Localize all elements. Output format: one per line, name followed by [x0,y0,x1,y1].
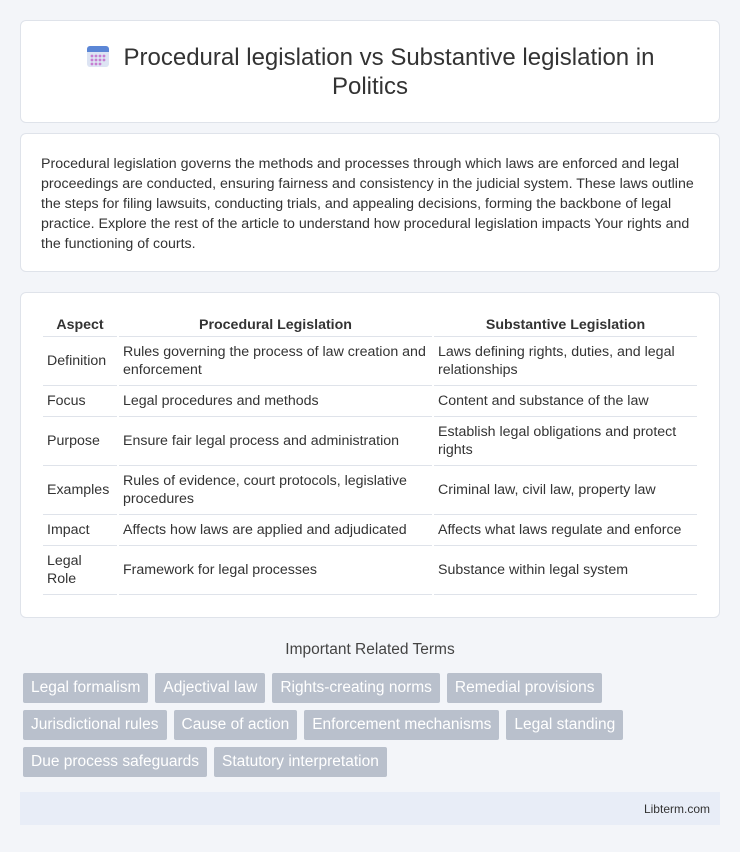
related-term-tag[interactable]: Jurisdictional rules [23,710,167,740]
related-term-tag[interactable]: Cause of action [174,710,298,740]
related-terms-list [0,673,740,784]
table-header-row [43,313,697,337]
table-cell-procedural: Legal procedures and methods [119,386,432,417]
table-cell-aspect: Impact [43,515,117,546]
table-row [43,546,697,595]
table-cell-substantive: Substance within legal system [434,546,697,595]
footer-site-link[interactable]: Libterm.com [643,801,710,816]
table-cell-procedural: Framework for legal processes [119,546,432,595]
related-term-tag[interactable]: Enforcement mechanisms [304,710,499,740]
table-cell-aspect: Legal Role [43,546,117,595]
page-title [61,43,679,101]
intro-card [20,133,720,272]
table-row [43,466,697,515]
table-cell-substantive: Content and substance of the law [434,386,697,417]
comparison-table [41,313,699,595]
related-term-tag[interactable]: Statutory interpretation [214,747,387,777]
table-cell-substantive: Criminal law, civil law, property law [434,466,697,515]
table-cell-procedural: Rules of evidence, court protocols, legislative procedures [119,466,432,515]
table-row [43,417,697,466]
table-row [43,337,697,386]
footer [20,792,720,825]
table-cell-substantive: Affects what laws regulate and enforce [434,515,697,546]
table-header-aspect: Aspect [43,313,117,337]
related-term-tag[interactable]: Due process safeguards [23,747,207,777]
table-cell-substantive: Establish legal obligations and protect rights [434,417,697,466]
table-row [43,386,697,417]
table-cell-aspect: Purpose [43,417,117,466]
page-title-text: Procedural legislation vs Substantive legislation in Politics [123,43,655,100]
related-term-tag[interactable]: Rights-creating norms [272,673,440,703]
intro-paragraph: Procedural legislation governs the methods and processes through which laws are enforced and legal proceedings are conducted, ensuring fairness and consistency in the judicial system. These laws outline the steps for filing lawsuits, conducting trials, and appealing decisions, forming the backbone of legal practice. Explore the rest of the article to understand how procedural legislation impacts Your rights and the functioning of courts. [41,156,694,252]
table-row [43,515,697,546]
table-cell-aspect: Focus [43,386,117,417]
table-cell-aspect: Definition [43,337,117,386]
table-cell-substantive: Laws defining rights, duties, and legal relationships [434,337,697,386]
table-cell-aspect: Examples [43,466,117,515]
table-cell-procedural: Rules governing the process of law creation and enforcement [119,337,432,386]
comparison-table-card [20,292,720,618]
table-header-procedural: Procedural Legislation [119,313,432,337]
related-term-tag[interactable]: Legal standing [506,710,623,740]
title-card [20,20,720,123]
related-term-tag[interactable]: Remedial provisions [447,673,603,703]
related-terms-title: Important Related Terms [285,641,455,658]
calendar-icon [86,44,110,68]
table-cell-procedural: Affects how laws are applied and adjudicated [119,515,432,546]
table-header-substantive: Substantive Legislation [434,313,697,337]
table-cell-procedural: Ensure fair legal process and administration [119,417,432,466]
related-term-tag[interactable]: Adjectival law [155,673,265,703]
related-term-tag[interactable]: Legal formalism [23,673,148,703]
